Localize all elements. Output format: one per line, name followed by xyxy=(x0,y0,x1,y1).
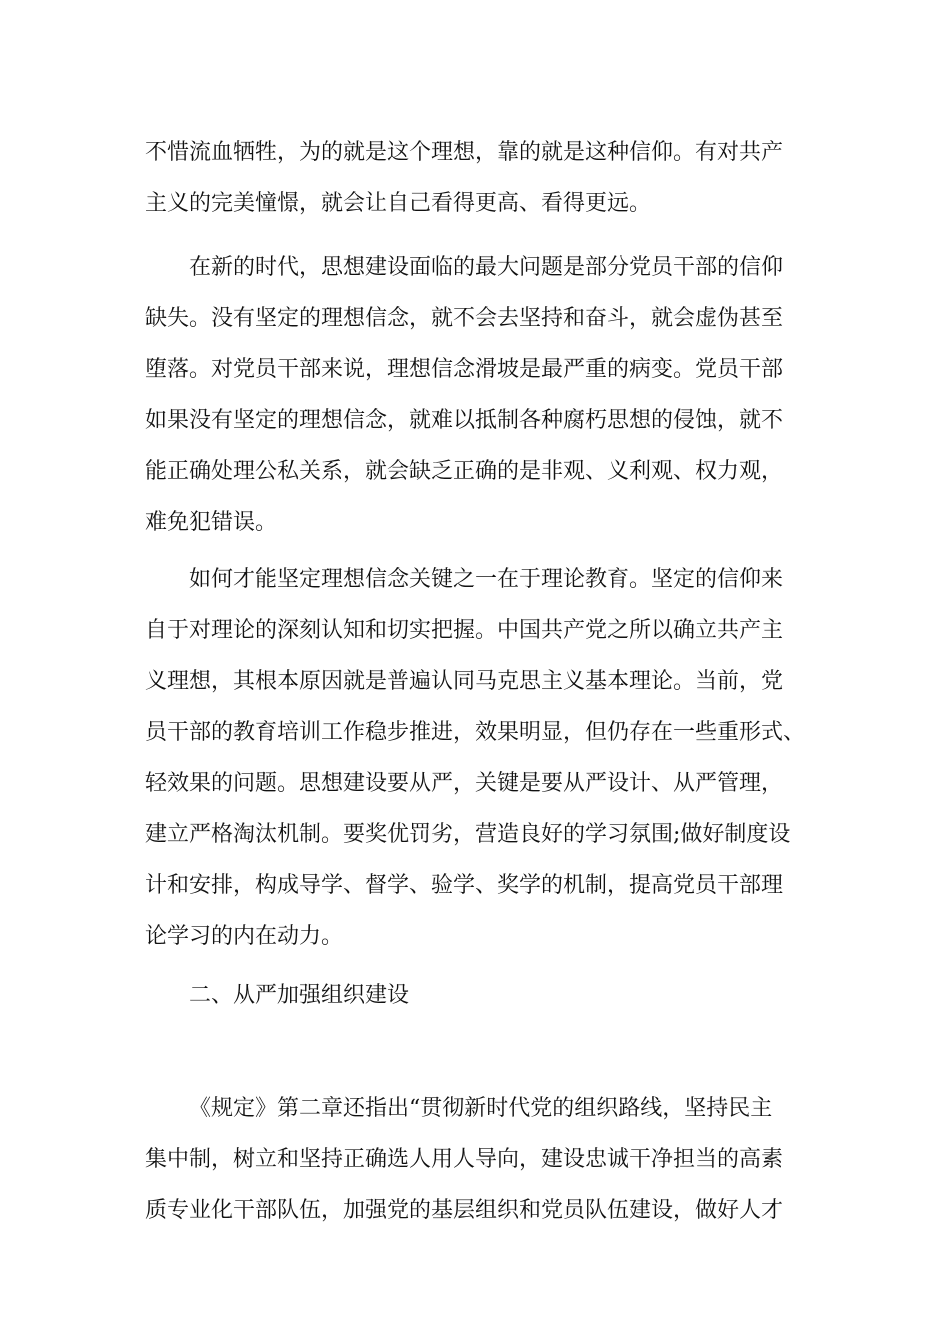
text-line: 建立严格淘汰机制。要奖优罚劣，营造良好的学习氛围;做好制度设 xyxy=(145,822,791,847)
section-heading-text: 二、从严加强组织建设 xyxy=(189,983,410,1008)
text-line: 如果没有坚定的理想信念，就难以抵制各种腐朽思想的侵蚀，就不 xyxy=(145,408,784,433)
text-line: 员干部的教育培训工作稳步推进，效果明显，但仍存在一些重形式、 xyxy=(145,720,806,745)
text-line: 不惜流血牺牲，为的就是这个理想，靠的就是这种信仰。有对共产 xyxy=(145,140,784,165)
text-line: 缺失。没有坚定的理想信念，就不会去坚持和奋斗，就会虚伪甚至 xyxy=(145,306,784,331)
text-line: 集中制，树立和坚持正确选人用人导向，建设忠诚干净担当的高素 xyxy=(145,1147,784,1172)
text-line: 《规定》第二章还指出“贯彻新时代党的组织路线，坚持民主 xyxy=(189,1096,773,1121)
section-heading xyxy=(145,970,810,1021)
paragraph-3 xyxy=(145,554,810,962)
text-line: 难免犯错误。 xyxy=(145,510,278,535)
text-line: 论学习的内在动力。 xyxy=(145,924,344,949)
text-line: 轻效果的问题。思想建设要从严，关键是要从严设计、从严管理， xyxy=(145,771,784,796)
text-line: 如何才能坚定理想信念关键之一在于理论教育。坚定的信仰来 xyxy=(189,567,784,592)
paragraph-1 xyxy=(145,127,810,229)
text-line: 主义的完美憧憬，就会让自己看得更高、看得更远。 xyxy=(145,191,652,216)
paragraph-5 xyxy=(145,1083,810,1236)
text-line: 堕落。对党员干部来说，理想信念滑坡是最严重的病变。党员干部 xyxy=(145,357,784,382)
text-line: 质专业化干部队伍，加强党的基层组织和党员队伍建设，做好人才 xyxy=(145,1198,784,1223)
text-line: 能正确处理公私关系，就会缺乏正确的是非观、义利观、权力观， xyxy=(145,459,784,484)
text-line: 自于对理论的深刻认知和切实把握。中国共产党之所以确立共产主 xyxy=(145,618,784,643)
text-line: 在新的时代，思想建设面临的最大问题是部分党员干部的信仰 xyxy=(189,255,784,280)
paragraph-2 xyxy=(145,242,810,548)
text-line: 计和安排，构成导学、督学、验学、奖学的机制，提高党员干部理 xyxy=(145,873,784,898)
text-line: 义理想，其根本原因就是普遍认同马克思主义基本理论。当前，党 xyxy=(145,669,784,694)
